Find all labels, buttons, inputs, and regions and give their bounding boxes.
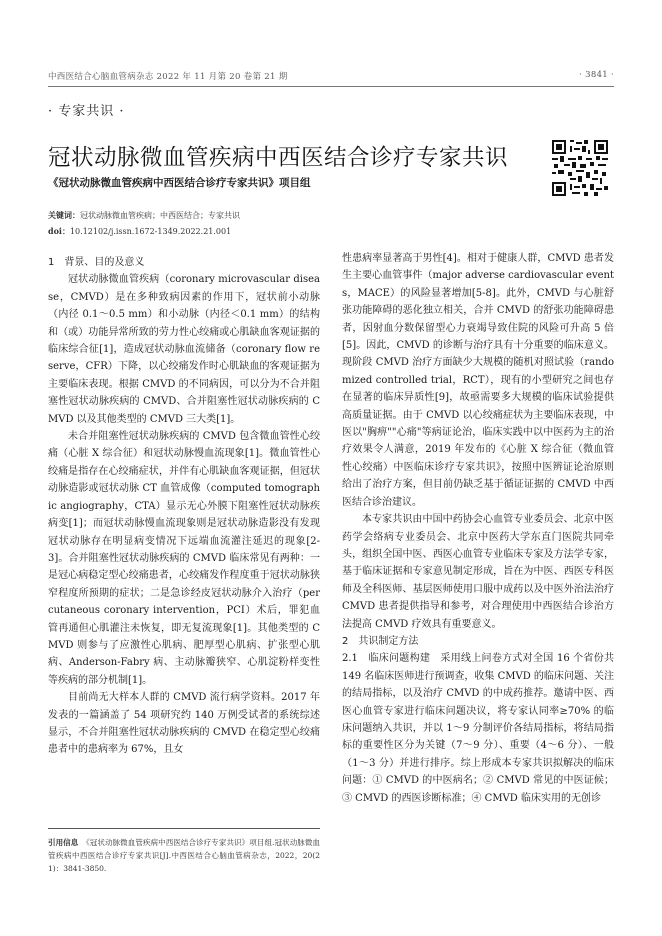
qr-code-icon bbox=[552, 140, 608, 196]
paragraph: 未合并阻塞性冠状动脉疾病的 CMVD 包含微血管性心绞痛（心脏 X 综合征）和冠状动脉慢血流现象[1]。微血管性心绞痛是指存在心绞痛症状，并伴有心肌缺血客观证据，但冠状动脉造影或冠状动脉 CT 血管成像（computed tomographic angiography，CTA）显示无心外膜下阻塞性冠状动脉疾病变[1]；而冠状动脉慢血流现象则是冠状动脉造影没有发现冠状动脉存在明显病变情况下远端血流灌注延迟的现象[2-3]。合并阻塞性冠状动脉疾病的 CMVD 临床常见有两种：一是冠心病稳定型心绞痛患者，心绞痛发作程度重于冠状动脉狭窄程度所预期的症状；二是急诊经皮冠状动脉介入治疗（percutaneous coronary intervention，PCI）术后，罪犯血管再通但心肌灌注未恢复，即无复流现象[1]。其他类型的 CMVD 则参与了应激性心肌病、肥厚型心肌病、扩张型心肌病、Anderson-Fabry 病、主动脉瓣狭窄、心肌淀粉样变性等疾病的部分机制[1]。 bbox=[48, 431, 320, 686]
page-number: · 3841 · bbox=[579, 70, 614, 80]
citation-footnote bbox=[48, 836, 320, 875]
paragraph: 目前尚无大样本人群的 CMVD 流行病学资料。2017 年发表的一篇涵盖了 54 项研究约 140 万例受试者的系统综述显示，不合并阻塞性冠状动脉疾病的 CMVD 在稳定型心绞痛患者中的患病率为 67%，且女 bbox=[48, 692, 320, 756]
header-rule bbox=[48, 86, 614, 87]
section-heading-1: 1 背景、目的及意义 bbox=[48, 257, 145, 268]
paragraph: 本专家共识由中国中药协会心血管专业委员会、北京中医药学会络病专业委员会、北京中医药大学东直门医院共同牵头，组织全国中医、西医心血管专业临床专家及方法学专家，基于临床证据和专家意见制定形成，旨在为中医、西医专科医师及全科医师、基层医师使用口服中成药以及中医外治法治疗 CMVD 患者提供指导和参考，对合理使用中西医结合诊治方法提高 CMVD 疗效具有重要意义。 bbox=[342, 514, 614, 630]
paragraph: 冠状动脉微血管疾病（coronary microvascular disease，CMVD）是在多种致病因素的作用下，冠状前小动脉（内径 0.1～0.5 mm）和小动脉（内径＜0.1 mm）的结构和（或）功能异常所致的劳力性心绞痛或心肌缺血客观证据的临床综合征[1]，造成冠状动脉血流储备（coronary flow reserve，CFR）下降，以心绞痛发作时心肌缺血的客观证据为主要临床表现。根据 CMVD 的不同病因，可以分为不合并阻塞性冠状动脉疾病的 CMVD、合并阻塞性冠状动脉疾病的 CMVD 以及其他类型的 CMVD 三大类[1]。 bbox=[48, 274, 320, 425]
paragraph: 性患病率显著高于男性[4]。相对于健康人群，CMVD 患者发生主要心血管事件（major adverse cardiovascular events，MACE）的风险显著增加[5-8]。此外，CMVD 与心脏舒张功能障碍的恶化独立相关，合并 CMVD 的舒张功能障碍患者，因射血分数保留型心力衰竭导致住院的风险可升高 5 倍[5]。因此，CMVD 的诊断与治疗具有十分重要的临床意义。现阶段 CMVD 治疗方面缺少大规模的随机对照试验（randomized controlled trial，RCT），现有的小型研究之间也存在显著的临床异质性[9]，故亟需要多大规模的临床试验提供高质量证据。由于 CMVD 以心绞痛症状为主要临床表现，中医以"胸痹""心痛"等病证论治，临床实践中以中医药为主的治疗效果令人满意，2019 年发布的《心脏 X 综合征（微血管性心绞痛）中医临床诊疗专家共识》，按照中医辨证论治原则给出了治疗方案，但目前仍缺乏基于循证证据的 CMVD 中西医结合诊治建议。 bbox=[342, 253, 614, 508]
keywords-text: 冠状动脉微血管疾病；中西医结合；专家共识 bbox=[80, 211, 240, 220]
footnote-text: 《冠状动脉微血管疾病中西医结合诊疗专家共识》项目组.冠状动脉微血管疾病中西医结合诊疗专家共识[J].中西医结合心脑血管病杂志，2022，20(21)：3841-3850. bbox=[48, 838, 320, 873]
paragraph: 2.1 临床问题构建 采用线上问卷方式对全国 16 个省份共 149 名临床医师进行预调查，收集 CMVD 的临床问题、关注的结局指标，以及治疗 CMVD 的中成药推荐。邀请中医、西医心血管专家进行临床问题决议，将专家认同率≥70% 的临床问题纳入共识，并以 1～9 分制评价各结局指标，将结局指标的重要性区分为关键（7～9 分）、重要（4～6 分）、一般（1～3 分）并进行排序。综上形成本专家共识拟解决的临床问题：① CMVD 的中医病名；② CMVD 常见的中医证候；③ CMVD 的西医诊断标准；④ CMVD 临床实用的无创诊 bbox=[342, 653, 614, 804]
doi-label: doi： bbox=[48, 226, 70, 236]
left-column bbox=[48, 254, 320, 759]
keywords bbox=[48, 210, 240, 221]
doi-value: 10.12102/j.issn.1672-1349.2022.21.001 bbox=[69, 227, 232, 236]
keywords-label: 关键词： bbox=[48, 210, 80, 220]
running-header-journal: 中西医结合心脑血管病杂志 2022 年 11 月第 20 卷第 21 期 bbox=[48, 72, 288, 82]
article-title: 冠状动脉微血管疾病中西医结合诊疗专家共识 bbox=[48, 145, 509, 171]
doi bbox=[48, 226, 231, 237]
footnote-label: 引用信息 bbox=[48, 838, 79, 847]
right-column bbox=[342, 250, 614, 807]
author-group: 《冠状动脉微血管疾病中西医结合诊疗专家共识》项目组 bbox=[48, 177, 311, 189]
footnote-rule bbox=[48, 828, 320, 829]
section-tag: · 专家共识 · bbox=[48, 104, 125, 119]
section-heading-2: 2 共识制定方法 bbox=[342, 635, 419, 647]
